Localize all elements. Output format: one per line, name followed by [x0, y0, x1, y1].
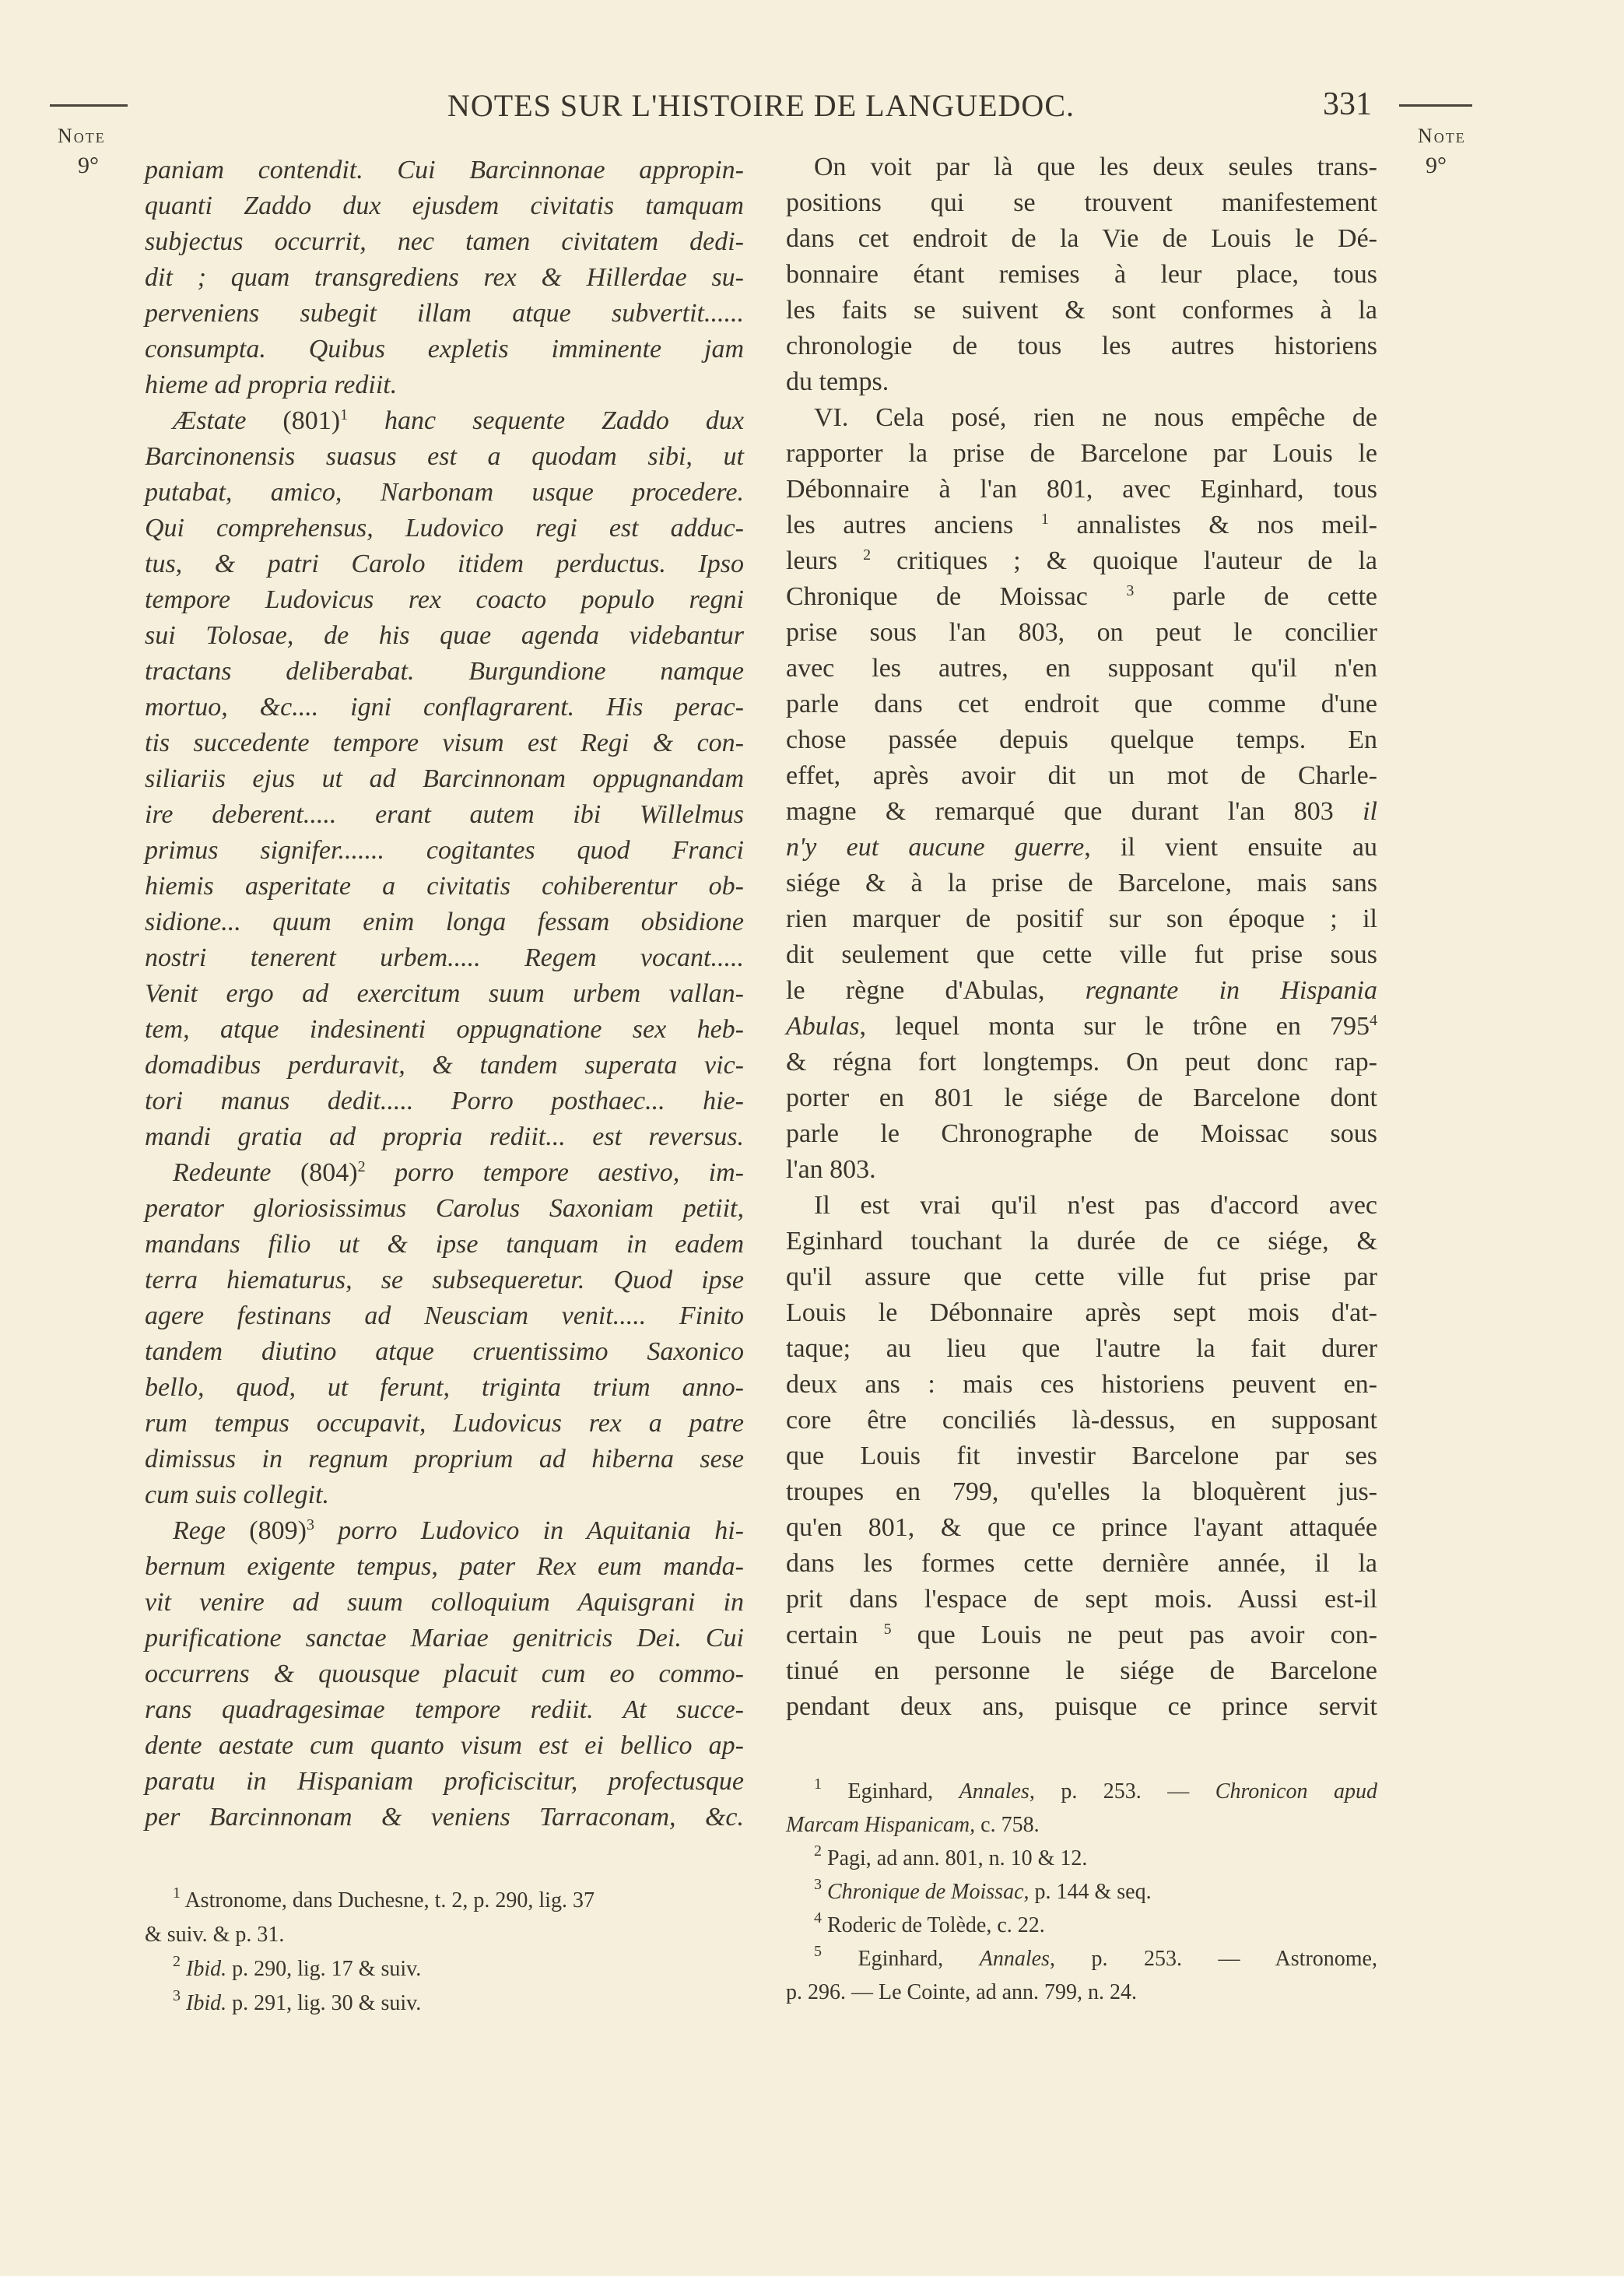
text-run: Débonnaire à l'an 801, avec Eginhard, tous [786, 475, 1377, 504]
text-line [786, 293, 1377, 328]
text-run: core être conciliés là-dessus, en supposant [786, 1406, 1377, 1435]
text-run-emphasis: Ibid. [186, 1991, 227, 2015]
text-line [786, 1438, 1377, 1474]
margin-rule-right [1399, 104, 1472, 107]
text-run: tractans deliberabat. Burgundione namque [145, 657, 744, 686]
text-run: dimissus in regnum proprium ad hiberna sese [145, 1445, 744, 1473]
text-line [786, 1546, 1377, 1582]
text-run: bonnaire étant remises à leur place, tous [786, 260, 1377, 289]
text-run: perveniens subegit illam atque subvertit...... [145, 299, 744, 328]
footnote-marker: 1 [814, 1775, 822, 1793]
text-line [145, 833, 744, 869]
text-line [786, 830, 1377, 866]
text-run-emphasis: Marcam Hispanicam, [786, 1813, 976, 1837]
text-line [145, 475, 744, 511]
text-line [145, 332, 744, 367]
text-line [145, 1728, 744, 1764]
footnote-marker: 2 [814, 1842, 822, 1860]
text-run: purificatione sanctae Mariae genitricis Dei. Cui [145, 1624, 744, 1653]
text-line [145, 224, 744, 260]
text-run: le règne d'Abulas, [786, 976, 1086, 1005]
text-run: porro Ludovico in Aquitania hi- [314, 1516, 744, 1545]
text-run: perator gloriosissimus Carolus Saxoniam petiit, [145, 1194, 744, 1223]
text-line [786, 579, 1377, 615]
text-run-emphasis: regnante in Hispania [1085, 976, 1377, 1005]
text-line [145, 367, 744, 403]
text-run: que Louis fit investir Barcelone par ses [786, 1442, 1377, 1470]
text-line [786, 615, 1377, 651]
text-run: hanc sequente Zaddo dux [348, 406, 744, 435]
text-line [145, 511, 744, 546]
text-run: cum suis collegit. [145, 1480, 330, 1509]
margin-note-number-right: 9° [1426, 153, 1447, 178]
footnote-marker: 2 [173, 1953, 181, 1970]
text-run-emphasis: Annales, [959, 1779, 1035, 1804]
text-run: pendant deux ans, puisque ce prince servit [786, 1692, 1377, 1721]
text-run: consumpta. Quibus expletis imminente jam [145, 335, 744, 364]
text-line [145, 1012, 744, 1048]
footnote-marker: 3 [814, 1876, 822, 1893]
text-run: sui Tolosae, de his quae agenda videbantur [145, 621, 744, 650]
text-run: hiemis asperitate a civitatis cohiberentur ob- [145, 872, 744, 901]
text-run-emphasis: (809) [249, 1516, 307, 1545]
text-run: dit ; quam transgrediens rex & Hillerdae su- [145, 263, 744, 292]
text-run: vit venire ad suum colloquium Aquisgrani in [145, 1588, 744, 1617]
text-line [786, 1152, 1377, 1188]
text-run: Qui comprehensus, Ludovico regi est adduc- [145, 514, 744, 543]
text-line [145, 1884, 612, 1918]
text-line [145, 797, 744, 833]
text-line [145, 1477, 744, 1513]
text-line [145, 1119, 744, 1155]
text-run-emphasis: (804) [300, 1158, 358, 1187]
page-number: 331 [1323, 86, 1372, 122]
text-run: rapporter la prise de Barcelone par Louis le [786, 439, 1377, 468]
text-run: & régna fort longtemps. On peut donc rap- [786, 1048, 1377, 1077]
text-line [145, 1227, 744, 1263]
text-line [786, 1909, 1377, 1942]
text-line [786, 1582, 1377, 1617]
text-run: effet, après avoir dit un mot de Charle- [786, 761, 1377, 790]
text-run: taque; au lieu que l'autre la fait durer [786, 1334, 1377, 1363]
text-line [145, 761, 744, 797]
text-run: hieme ad propria rediit. [145, 371, 398, 399]
text-line [145, 1692, 744, 1728]
text-run: Roderic de Tolède, c. 22. [822, 1913, 1045, 1937]
text-run: c. 758. [975, 1813, 1040, 1837]
text-run: tis succedente tempore visum est Regi & con- [145, 729, 744, 757]
text-run: qu'en 801, & que ce prince l'ayant attaquée [786, 1513, 1377, 1542]
text-line [786, 1976, 1377, 2009]
text-run: parle dans cet endroit que comme d'une [786, 690, 1377, 718]
text-line [145, 1764, 744, 1800]
text-line [786, 1653, 1377, 1689]
text-line [145, 1155, 744, 1191]
text-run: occurrens & quousque placuit cum eo commo- [145, 1660, 744, 1688]
text-run: rans quadragesimae tempore rediit. At succe- [145, 1695, 744, 1724]
text-run: que Louis ne peut pas avoir con- [891, 1621, 1377, 1649]
text-line [145, 690, 744, 725]
text-run: Venit ergo ad exercitum suum urbem vallan- [145, 979, 744, 1008]
running-title: NOTES SUR L'HISTOIRE DE LANGUEDOC. [447, 88, 1075, 123]
text-line [145, 1986, 612, 2021]
text-line [145, 618, 744, 654]
text-run: Redeunte [173, 1158, 300, 1187]
text-line [145, 725, 744, 761]
margin-note-label-left: Note [58, 125, 106, 147]
text-run: rien marquer de positif sur son époque ; il [786, 904, 1377, 933]
text-run: dit seulement que cette ville fut prise sous [786, 940, 1377, 969]
text-run: primus signifer....... cogitantes quod Franci [145, 836, 744, 865]
text-line [786, 1045, 1377, 1080]
text-line [145, 260, 744, 296]
text-line [786, 1224, 1377, 1259]
text-run: , lequel monta sur le trône en 795 [859, 1012, 1370, 1041]
text-run: siége & à la prise de Barcelone, mais sans [786, 869, 1377, 897]
text-line [786, 1617, 1377, 1653]
text-run: Pagi, ad ann. 801, n. 10 & 12. [822, 1846, 1088, 1870]
text-line [145, 1800, 744, 1835]
text-run: troupes en 799, qu'elles la bloquèrent jus- [786, 1477, 1377, 1506]
footnote-marker: 3 [1126, 582, 1135, 599]
text-line [145, 1298, 744, 1334]
text-line [786, 508, 1377, 543]
text-line [145, 1918, 612, 1952]
text-line [145, 1370, 744, 1406]
text-run: Rege [173, 1516, 250, 1545]
text-run: bello, quod, ut ferunt, triginta trium anno- [145, 1373, 744, 1402]
text-run: mandans filio ut & ipse tanquam in eadem [145, 1230, 744, 1259]
text-line [786, 1474, 1377, 1510]
text-line [786, 1403, 1377, 1438]
text-run: Louis le Débonnaire après sept mois d'at- [786, 1298, 1377, 1327]
text-run: porro tempore aestivo, im- [365, 1158, 744, 1187]
text-run: parle de cette [1134, 582, 1377, 611]
text-line [786, 1510, 1377, 1546]
text-line [145, 1406, 744, 1442]
footnote-marker: 3 [306, 1516, 314, 1533]
text-line [145, 439, 744, 475]
text-run: mortuo, &c.... igni conflagrarent. His perac- [145, 693, 744, 722]
text-run-emphasis: Ibid. [186, 1957, 227, 1981]
text-line [145, 1084, 744, 1119]
footnote-marker: 1 [1040, 511, 1049, 528]
text-line [786, 436, 1377, 472]
text-run: certain [786, 1621, 884, 1649]
text-line [145, 1442, 744, 1477]
text-run-emphasis: Chronique de Moissac, [827, 1880, 1029, 1904]
text-run: qu'il assure que cette ville fut prise par [786, 1263, 1377, 1291]
text-run-emphasis: Annales [979, 1947, 1050, 1971]
text-line [786, 400, 1377, 436]
text-run-emphasis: il [1363, 797, 1377, 826]
text-run: subjectus occurrit, nec tamen civitatem dedi- [145, 227, 744, 256]
text-line [786, 687, 1377, 722]
text-run: l'an 803. [786, 1155, 876, 1184]
left-column-text [145, 153, 744, 1835]
text-line [145, 869, 744, 904]
text-line [145, 153, 744, 188]
text-run: tandem diutino atque cruentissimo Saxonico [145, 1337, 744, 1366]
text-line [786, 866, 1377, 901]
text-line [786, 1080, 1377, 1116]
text-line [145, 296, 744, 332]
text-run [181, 1957, 186, 1981]
text-line [145, 940, 744, 976]
text-line [145, 1191, 744, 1227]
text-line [786, 1689, 1377, 1725]
text-run: Il est vrai qu'il n'est pas d'accord avec [814, 1191, 1377, 1220]
margin-note-label-right: Note [1418, 125, 1466, 147]
text-run: & suiv. & p. 31. [145, 1923, 285, 1947]
text-run-emphasis: (801) [282, 406, 341, 435]
left-footnotes [145, 1884, 612, 2021]
text-run: tus, & patri Carolo itidem perductus. Ipso [145, 550, 744, 578]
text-run: On voit par là que les deux seules trans- [814, 153, 1377, 181]
text-run: p. 291, lig. 30 & suiv. [226, 1991, 422, 2015]
text-line [145, 188, 744, 224]
text-run: putabat, amico, Narbonam usque procedere. [145, 478, 744, 507]
text-run: per Barcinnonam & veniens Tarraconam, &c. [145, 1803, 744, 1832]
text-run: parle le Chronographe de Moissac sous [786, 1119, 1377, 1148]
text-run: paratu in Hispaniam proficiscitur, profectusque [145, 1767, 744, 1796]
text-run: Æstate [173, 406, 283, 435]
text-line [786, 1367, 1377, 1403]
right-footnotes [786, 1775, 1377, 2009]
text-line [786, 543, 1377, 579]
text-run: nostri tenerent urbem..... Regem vocant..... [145, 943, 744, 972]
text-run: prise sous l'an 803, on peut le concilier [786, 618, 1377, 647]
text-run: quanti Zaddo dux ejusdem civitatis tamquam [145, 191, 744, 220]
footnote-marker: 1 [173, 1884, 181, 1902]
text-run: tempore Ludovicus rex coacto populo regni [145, 585, 744, 614]
text-line [145, 976, 744, 1012]
text-run: positions qui se trouvent manifestement [786, 188, 1377, 217]
text-line [145, 403, 744, 439]
text-run: paniam contendit. Cui Barcinnonae appropin- [145, 156, 744, 184]
text-line [786, 328, 1377, 364]
text-run: mandi gratia ad propria rediit... est reversus. [145, 1122, 744, 1151]
text-run: annalistes & nos meil- [1048, 511, 1377, 539]
text-run: Astronome, dans Duchesne, t. 2, p. 290, lig. 37 [181, 1888, 595, 1912]
text-line [786, 1188, 1377, 1224]
text-run: Chronique de Moissac [786, 582, 1127, 611]
text-line [145, 1656, 744, 1692]
text-line [786, 221, 1377, 257]
text-line [786, 1775, 1377, 1808]
text-line [786, 1808, 1377, 1842]
text-line [786, 1331, 1377, 1367]
text-run: rum tempus occupavit, Ludovicus rex a patre [145, 1409, 744, 1438]
text-line [145, 582, 744, 618]
text-line [786, 257, 1377, 293]
text-run: dans cet endroit de la Vie de Louis le Dé- [786, 224, 1377, 253]
text-run: p. 253. — [1034, 1779, 1215, 1804]
text-line [786, 185, 1377, 221]
text-line [786, 472, 1377, 508]
text-line [786, 1842, 1377, 1875]
text-line [786, 937, 1377, 973]
right-column-text [786, 149, 1377, 1725]
text-run: tinué en personne le siége de Barcelone [786, 1656, 1377, 1685]
text-run: siliariis ejus ut ad Barcinnonam oppugnandam [145, 764, 744, 793]
text-line [145, 1952, 612, 1986]
text-line [145, 1513, 744, 1549]
text-run: Barcinonensis suasus est a quodam sibi, ut [145, 442, 744, 471]
text-run: tem, atque indesinenti oppugnatione sex heb- [145, 1015, 744, 1044]
text-run: sidione... quum enim longa fessam obsidione [145, 908, 744, 936]
text-line [786, 758, 1377, 794]
text-line [145, 546, 744, 582]
footnote-marker: 4 [1370, 1012, 1377, 1029]
text-run: les faits se suivent & sont conformes à la [786, 296, 1377, 325]
text-run: magne & remarqué que durant l'an 803 [786, 797, 1363, 826]
text-line [786, 364, 1377, 400]
text-run: p. 296. — Le Cointe, ad ann. 799, n. 24. [786, 1980, 1138, 2004]
text-run: p. 290, lig. 17 & suiv. [226, 1957, 422, 1981]
text-line [786, 1875, 1377, 1909]
text-line [786, 794, 1377, 830]
text-line [786, 722, 1377, 758]
text-run: , il vient ensuite au [1084, 833, 1377, 862]
text-run: p. 144 & seq. [1029, 1880, 1152, 1904]
footnote-marker: 2 [357, 1158, 366, 1175]
text-run: du temps. [786, 367, 889, 396]
text-run: critiques ; & quoique l'auteur de la [871, 546, 1377, 575]
text-line [786, 1295, 1377, 1331]
text-line [786, 901, 1377, 937]
text-run: Eginhard touchant la durée de ce siége, & [786, 1227, 1377, 1256]
text-run [822, 1880, 827, 1904]
text-line [145, 1549, 744, 1585]
text-run: Eginhard, [822, 1947, 980, 1971]
text-run: porter en 801 le siége de Barcelone dont [786, 1084, 1377, 1112]
text-line [786, 1009, 1377, 1045]
text-run: domadibus perduravit, & tandem superata vic- [145, 1051, 744, 1080]
footnote-marker: 3 [173, 1987, 181, 2004]
text-line [145, 1263, 744, 1298]
footnote-marker: 1 [340, 406, 349, 423]
text-run: chronologie de tous les autres historiens [786, 332, 1377, 360]
text-run: deux ans : mais ces historiens peuvent en- [786, 1370, 1377, 1399]
text-run: bernum exigente tempus, pater Rex eum manda- [145, 1552, 744, 1581]
text-run: Eginhard, [822, 1779, 959, 1804]
text-run: tori manus dedit..... Porro posthaec... hie- [145, 1087, 744, 1115]
text-line [786, 1116, 1377, 1152]
text-line [145, 1048, 744, 1084]
text-line [786, 149, 1377, 185]
text-line [145, 904, 744, 940]
text-line [786, 973, 1377, 1009]
text-line [786, 1259, 1377, 1295]
text-run: ire deberent..... erant autem ibi Willelmus [145, 800, 744, 829]
text-line [145, 654, 744, 690]
margin-rule-left [50, 104, 128, 107]
footnote-marker: 2 [863, 546, 872, 564]
text-run: leurs [786, 546, 864, 575]
footnote-marker: 5 [883, 1621, 892, 1638]
text-run-emphasis: Chronicon apud [1215, 1779, 1377, 1804]
text-run: dente aestate cum quanto visum est ei bellico ap- [145, 1731, 744, 1760]
text-run: agere festinans ad Neusciam venit..... Finito [145, 1301, 744, 1330]
text-run: avec les autres, en supposant qu'il n'en [786, 654, 1377, 683]
text-run: les autres anciens [786, 511, 1041, 539]
margin-note-number-left: 9° [78, 153, 99, 178]
text-line [145, 1621, 744, 1656]
text-line [145, 1585, 744, 1621]
text-run: prit dans l'espace de sept mois. Aussi est-il [786, 1585, 1377, 1614]
footnote-marker: 4 [814, 1909, 822, 1927]
text-line [786, 651, 1377, 687]
text-run: chose passée depuis quelque temps. En [786, 725, 1377, 754]
text-run: terra hiematurus, se subsequeretur. Quod ipse [145, 1266, 744, 1294]
text-run: VI. Cela posé, rien ne nous empêche de [814, 403, 1377, 432]
text-run: dans les formes cette dernière année, il la [786, 1549, 1377, 1578]
text-run-emphasis: n'y eut aucune guerre [786, 833, 1085, 862]
text-run: , p. 253. — Astronome, [1049, 1947, 1377, 1971]
footnote-marker: 5 [814, 1943, 822, 1960]
text-run-emphasis: Abulas [786, 1012, 860, 1041]
text-run [181, 1991, 186, 2015]
text-line [786, 1942, 1377, 1976]
text-line [145, 1334, 744, 1370]
